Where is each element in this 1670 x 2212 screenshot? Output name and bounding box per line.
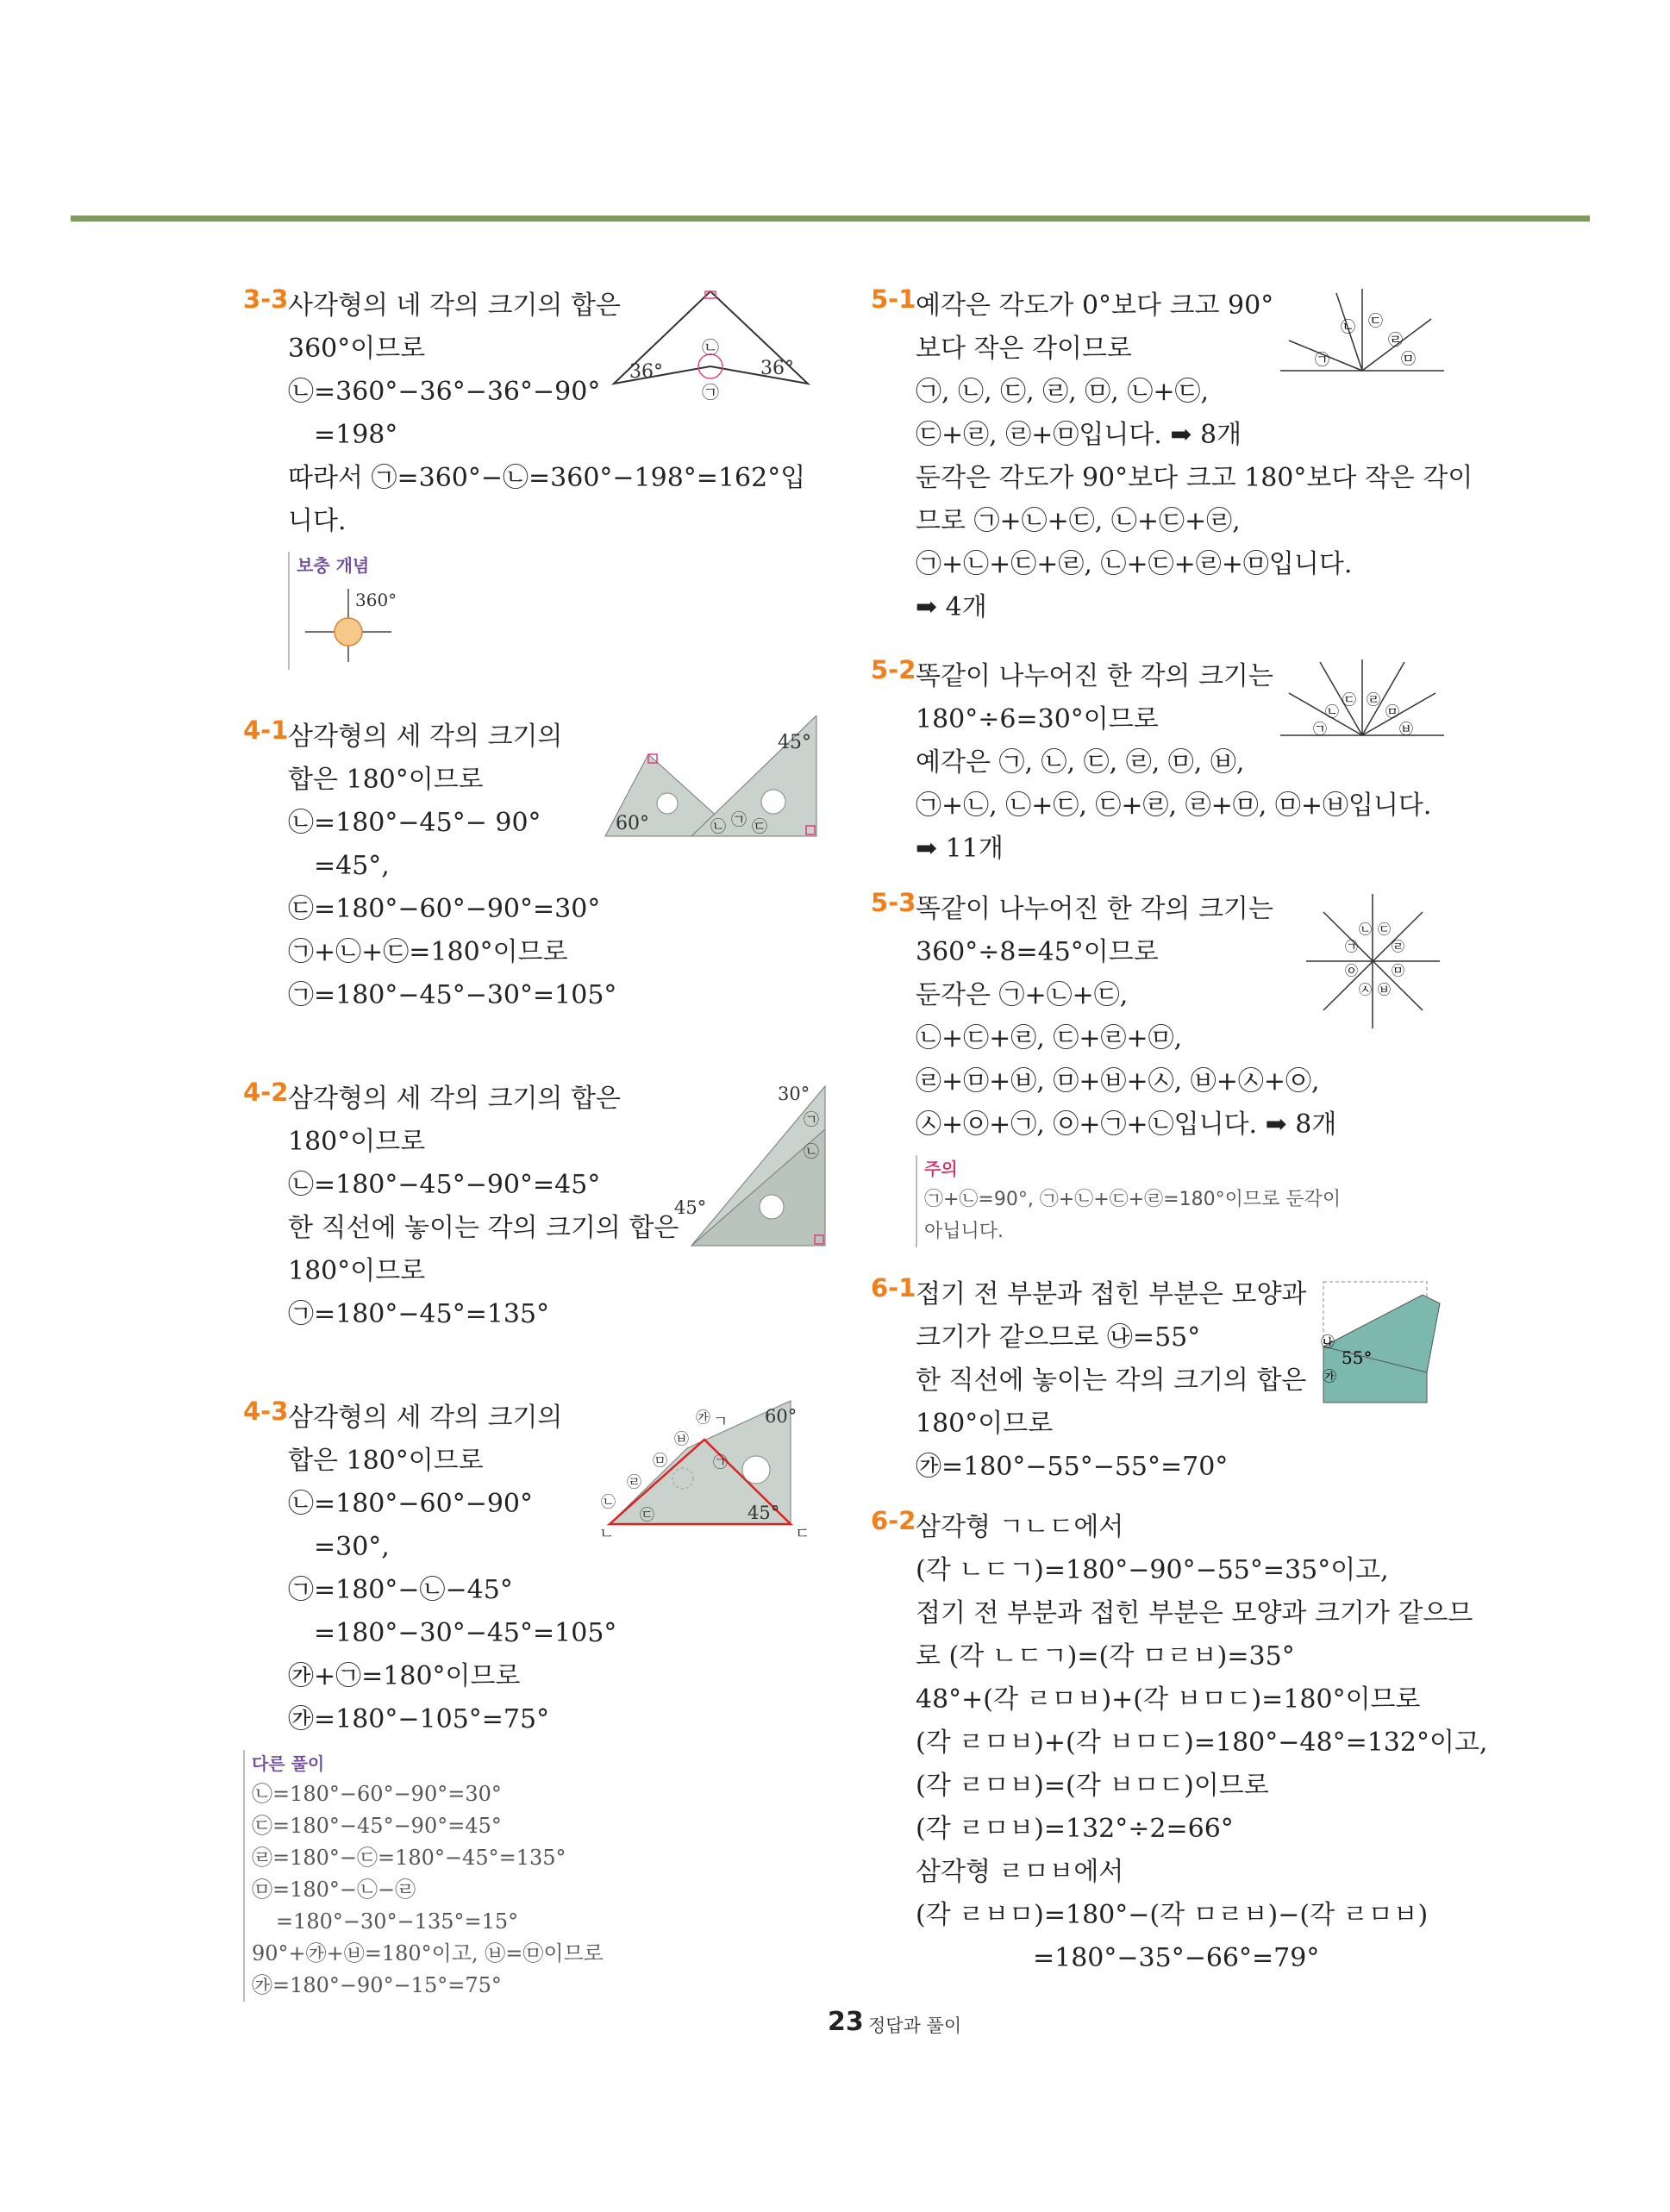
solution-line: (각 ㄹㅂㅁ)=180°−(각 ㅁㄹㅂ)−(각 ㄹㅁㅂ) xyxy=(916,1900,1429,1930)
problem-number: 4-3 xyxy=(243,1397,289,1426)
angle-label: ㉣ xyxy=(1388,332,1403,349)
solution-line: 둔각은 ㉠+㉡+㉢, xyxy=(916,980,1129,1010)
solution-line: (각 ㄹㅁㅂ)+(각 ㅂㅁㄷ)=180°−48°=132°이고, xyxy=(916,1728,1488,1758)
solution-line: (각 ㄹㅁㅂ)=(각 ㅂㅁㄷ)이므로 xyxy=(916,1771,1269,1801)
angle-label: ㉡ xyxy=(1359,922,1373,937)
box-line: ㉢=180°−45°−90°=45° xyxy=(252,1814,502,1838)
full-angle-label: 360° xyxy=(355,590,397,610)
problem-number: 6-1 xyxy=(871,1273,916,1303)
solution-line: ㉠=180°−㉡−45° xyxy=(288,1575,513,1605)
right-column xyxy=(871,284,1488,2040)
angle-label: ㉥ xyxy=(1399,721,1414,737)
angle-label: 45° xyxy=(747,1503,780,1523)
solution-line: 합은 180°이므로 xyxy=(288,765,484,795)
problem-number: 5-2 xyxy=(871,655,916,684)
solution-line: ㉠+㉡+㉢+㉣, ㉡+㉢+㉣+㉤입니다. xyxy=(916,549,1353,579)
angle-label: ㉡ xyxy=(702,337,719,358)
solution-line: ㉠=180°−45°−30°=105° xyxy=(288,980,617,1010)
problem-5-3 xyxy=(871,888,1474,1247)
angle-label: 60° xyxy=(616,813,649,834)
solution-line: 360°이므로 xyxy=(288,334,426,364)
angle-label: ㉠ xyxy=(1313,721,1328,737)
header-rule xyxy=(71,216,1590,222)
solution-line: ㉡=180°−45°− 90° xyxy=(288,808,541,838)
angle-label: ㉤ xyxy=(1392,963,1405,978)
angle-label: 60° xyxy=(765,1406,797,1427)
box-line: ㉮=180°−90°−15°=75° xyxy=(252,1973,502,1997)
solution-line: 따라서 ㉠=360°−㉡=360°−198°=162°입 xyxy=(288,463,806,493)
angle-label: 55° xyxy=(1342,1347,1373,1368)
box-title: 주의 xyxy=(924,1159,958,1179)
angle-label: 45° xyxy=(674,1197,707,1218)
solution-line: 한 직선에 놓이는 각의 크기의 합은 xyxy=(288,1213,679,1243)
solution-line: ㉠=180°−45°=135° xyxy=(288,1299,550,1329)
triangle-rulers-figure xyxy=(597,715,825,845)
solution-line: 180°이므로 xyxy=(916,1409,1054,1439)
angle-label: ㉠ xyxy=(804,1111,819,1129)
box-line: ㉤=180°−㉡−㉣ xyxy=(252,1878,416,1902)
solution-line: ㉡+㉢+㉣, ㉢+㉣+㉤, xyxy=(916,1023,1183,1053)
angle-label: ㉠ xyxy=(1315,352,1329,369)
left-column xyxy=(243,284,829,2062)
problem-3-3 xyxy=(243,284,829,655)
problem-number: 3-3 xyxy=(243,284,289,314)
angle-fan-figure xyxy=(1272,284,1453,379)
vertex-label: ㄷ xyxy=(795,1525,810,1543)
full-angle-diagram xyxy=(297,580,400,666)
angle-label: ㉡ xyxy=(710,818,726,836)
box-line: ㉡=180°−60°−90°=30° xyxy=(252,1782,502,1806)
angle-label: ㉡ xyxy=(1325,703,1340,720)
problem-4-3 xyxy=(243,1397,829,2002)
box-line: ㉠+㉡=90°, ㉠+㉡+㉢+㉣=180°이므로 둔각이 xyxy=(924,1189,1342,1210)
triangle-rulers-figure xyxy=(575,1397,834,1543)
solution-line: 사각형의 네 각의 크기의 합은 xyxy=(288,291,621,321)
solution-line: ➡ 4개 xyxy=(916,592,987,622)
solution-line: 크기가 같으므로 ㉯=55° xyxy=(916,1322,1201,1353)
angle-label: ㉮ xyxy=(1323,1368,1337,1384)
solution-line: 삼각형의 세 각의 크기의 합은 xyxy=(288,1084,621,1114)
supplement-box xyxy=(288,552,400,670)
angle-label: ㉢ xyxy=(1368,313,1383,330)
solution-line: ㉡=360°−36°−36°−90° xyxy=(288,377,601,407)
problem-number: 4-1 xyxy=(243,715,289,745)
vertex-label: ㄴ xyxy=(599,1525,615,1543)
angle-label: ㉡ xyxy=(804,1143,819,1161)
solution-line: ㉮=180°−105°=75° xyxy=(288,1704,550,1734)
angle-fan-figure xyxy=(1272,659,1453,746)
solution-line: (각 ㄹㅁㅂ)=132°÷2=66° xyxy=(916,1814,1234,1844)
angle-label: ㉣ xyxy=(1392,939,1405,954)
problem-6-1 xyxy=(871,1273,1474,1489)
problem-number: 6-2 xyxy=(871,1506,916,1535)
problem-number: 5-3 xyxy=(871,888,916,917)
solution-line: 한 직선에 놓이는 각의 크기의 합은 xyxy=(916,1365,1307,1396)
angle-label: ㉢ xyxy=(1378,922,1392,937)
angle-label: ㉥ xyxy=(674,1431,689,1448)
solution-line: ㉣+㉤+㉥, ㉤+㉥+㉦, ㉥+㉦+㉧, xyxy=(916,1066,1320,1097)
solution-line: 삼각형 ㄱㄴㄷ에서 xyxy=(916,1512,1124,1542)
solution-line: 접기 전 부분과 접힌 부분은 모양과 크기가 같으므 xyxy=(916,1598,1473,1628)
solution-line: 360°÷8=45°이므로 xyxy=(916,937,1159,967)
solution-line: =180°−30°−45°=105° xyxy=(314,1618,617,1648)
angle-label: ㉣ xyxy=(1367,691,1381,708)
solution-line: 똑같이 나누어진 한 각의 크기는 xyxy=(916,661,1273,691)
solution-line: 삼각형의 세 각의 크기의 xyxy=(288,1403,563,1433)
solution-line: (각 ㄴㄷㄱ)=180°−90°−55°=35°이고, xyxy=(916,1555,1389,1585)
solution-line: =180°−35°−66°=79° xyxy=(1033,1943,1320,1973)
angle-label: ㉡ xyxy=(1341,319,1355,336)
solution-line: 합은 180°이므로 xyxy=(288,1446,484,1476)
angle-label: ㉧ xyxy=(1345,963,1359,978)
folded-paper-figure xyxy=(1319,1278,1448,1407)
angle-label: 45° xyxy=(778,732,811,753)
problem-6-2 xyxy=(871,1506,1488,1980)
problem-5-2 xyxy=(871,655,1474,871)
box-line: 아닙니다. xyxy=(924,1221,1004,1242)
angle-label: ㉠ xyxy=(1345,939,1359,954)
solution-line: 예각은 각도가 0°보다 크고 90° xyxy=(916,291,1274,321)
angle-label: 36° xyxy=(629,361,663,383)
angle-label: ㉤ xyxy=(1401,351,1416,368)
angle-label: ㉥ xyxy=(1378,982,1392,997)
angle-label: ㉯ xyxy=(1321,1334,1335,1350)
caution-box xyxy=(916,1155,1476,1247)
solution-line: ㉮=180°−55°−55°=70° xyxy=(916,1452,1229,1482)
page-number: 23 xyxy=(828,2007,864,2037)
solution-line: ㉢+㉣, ㉣+㉤입니다. ➡ 8개 xyxy=(916,420,1242,450)
angle-label: ㉢ xyxy=(1342,691,1357,708)
solution-line: =198° xyxy=(314,420,398,450)
problem-number: 4-2 xyxy=(243,1078,289,1107)
solution-line: ㉮+㉠=180°이므로 xyxy=(288,1661,521,1691)
problem-4-2 xyxy=(243,1078,829,1336)
box-line: 90°+㉮+㉥=180°이고, ㉥=㉤이므로 xyxy=(252,1941,604,1965)
solution-line: 보다 작은 각이므로 xyxy=(916,334,1132,364)
solution-line: 니다. xyxy=(288,506,347,536)
solution-line: ㉡=180°−60°−90° xyxy=(288,1489,534,1519)
quadrilateral-figure xyxy=(605,284,829,414)
solution-line: ㉡=180°−45°−90°=45° xyxy=(288,1170,601,1200)
solution-line: ㉢=180°−60°−90°=30° xyxy=(288,894,601,924)
solution-line: ㉠+㉡, ㉡+㉢, ㉢+㉣, ㉣+㉤, ㉤+㉥입니다. xyxy=(916,790,1432,821)
box-title: 보충 개념 xyxy=(297,555,370,576)
solution-line: ➡ 11개 xyxy=(916,834,1004,864)
angle-label: ㉤ xyxy=(653,1453,667,1470)
solution-line: =30°, xyxy=(314,1532,390,1562)
box-title: 다른 풀이 xyxy=(252,1753,325,1774)
alternative-solution-box xyxy=(243,1750,631,2002)
angle-label: 30° xyxy=(778,1084,810,1104)
solution-line: 므로 ㉠+㉡+㉢, ㉡+㉢+㉣, xyxy=(916,506,1241,536)
solution-line: 48°+(각 ㄹㅁㅂ)+(각 ㅂㅁㄷ)=180°이므로 xyxy=(916,1684,1421,1715)
solution-line: ㉠, ㉡, ㉢, ㉣, ㉤, ㉡+㉢, xyxy=(916,377,1210,407)
solution-line: 똑같이 나누어진 한 각의 크기는 xyxy=(916,894,1273,924)
solution-line: =45°, xyxy=(314,851,390,881)
solution-line: 180°이므로 xyxy=(288,1256,426,1286)
solution-line: 예각은 ㉠, ㉡, ㉢, ㉣, ㉤, ㉥, xyxy=(916,747,1245,778)
problem-5-1 xyxy=(871,284,1474,629)
solution-line: 180°이므로 xyxy=(288,1127,426,1157)
solution-line: 둔각은 각도가 90°보다 크고 180°보다 작은 각이 xyxy=(916,463,1473,493)
angle-label: ㉠ xyxy=(713,1454,728,1472)
angle-label: ㉣ xyxy=(627,1474,641,1491)
angle-label: ㉡ xyxy=(601,1494,616,1511)
angle-label: ㉮ xyxy=(696,1409,710,1427)
box-line: ㉣=180°−㉢=180°−45°=135° xyxy=(252,1846,566,1870)
problem-4-1 xyxy=(243,715,829,1017)
solution-line: ㉠+㉡+㉢=180°이므로 xyxy=(288,937,568,967)
solution-line: 삼각형의 세 각의 크기의 xyxy=(288,722,563,752)
solution-line: 180°÷6=30°이므로 xyxy=(916,704,1159,734)
angle-label: ㉤ xyxy=(1385,703,1400,720)
problem-number: 5-1 xyxy=(871,284,916,314)
solution-line: 접기 전 부분과 접힌 부분은 모양과 xyxy=(916,1279,1307,1309)
box-line: =180°−30°−135°=15° xyxy=(276,1909,519,1934)
solution-line: ㉦+㉧+㉠, ㉧+㉠+㉡입니다. ➡ 8개 xyxy=(916,1109,1337,1140)
solution-line: 삼각형 ㄹㅁㅂ에서 xyxy=(916,1857,1124,1887)
angle-label: ㉠ xyxy=(702,382,719,403)
angle-label: ㉦ xyxy=(1359,982,1373,997)
angle-label: ㉢ xyxy=(640,1507,654,1524)
triangle-rulers-figure xyxy=(674,1078,829,1250)
vertex-label: ㄱ xyxy=(713,1413,729,1431)
footer-label: 정답과 풀이 xyxy=(868,2015,962,2036)
angle-star-figure xyxy=(1302,892,1444,1030)
angle-label: ㉠ xyxy=(731,811,747,829)
angle-label: 36° xyxy=(760,358,794,379)
solution-line: 로 (각 ㄴㄷㄱ)=(각 ㅁㄹㅂ)=35° xyxy=(916,1641,1295,1671)
angle-label: ㉢ xyxy=(752,818,767,836)
